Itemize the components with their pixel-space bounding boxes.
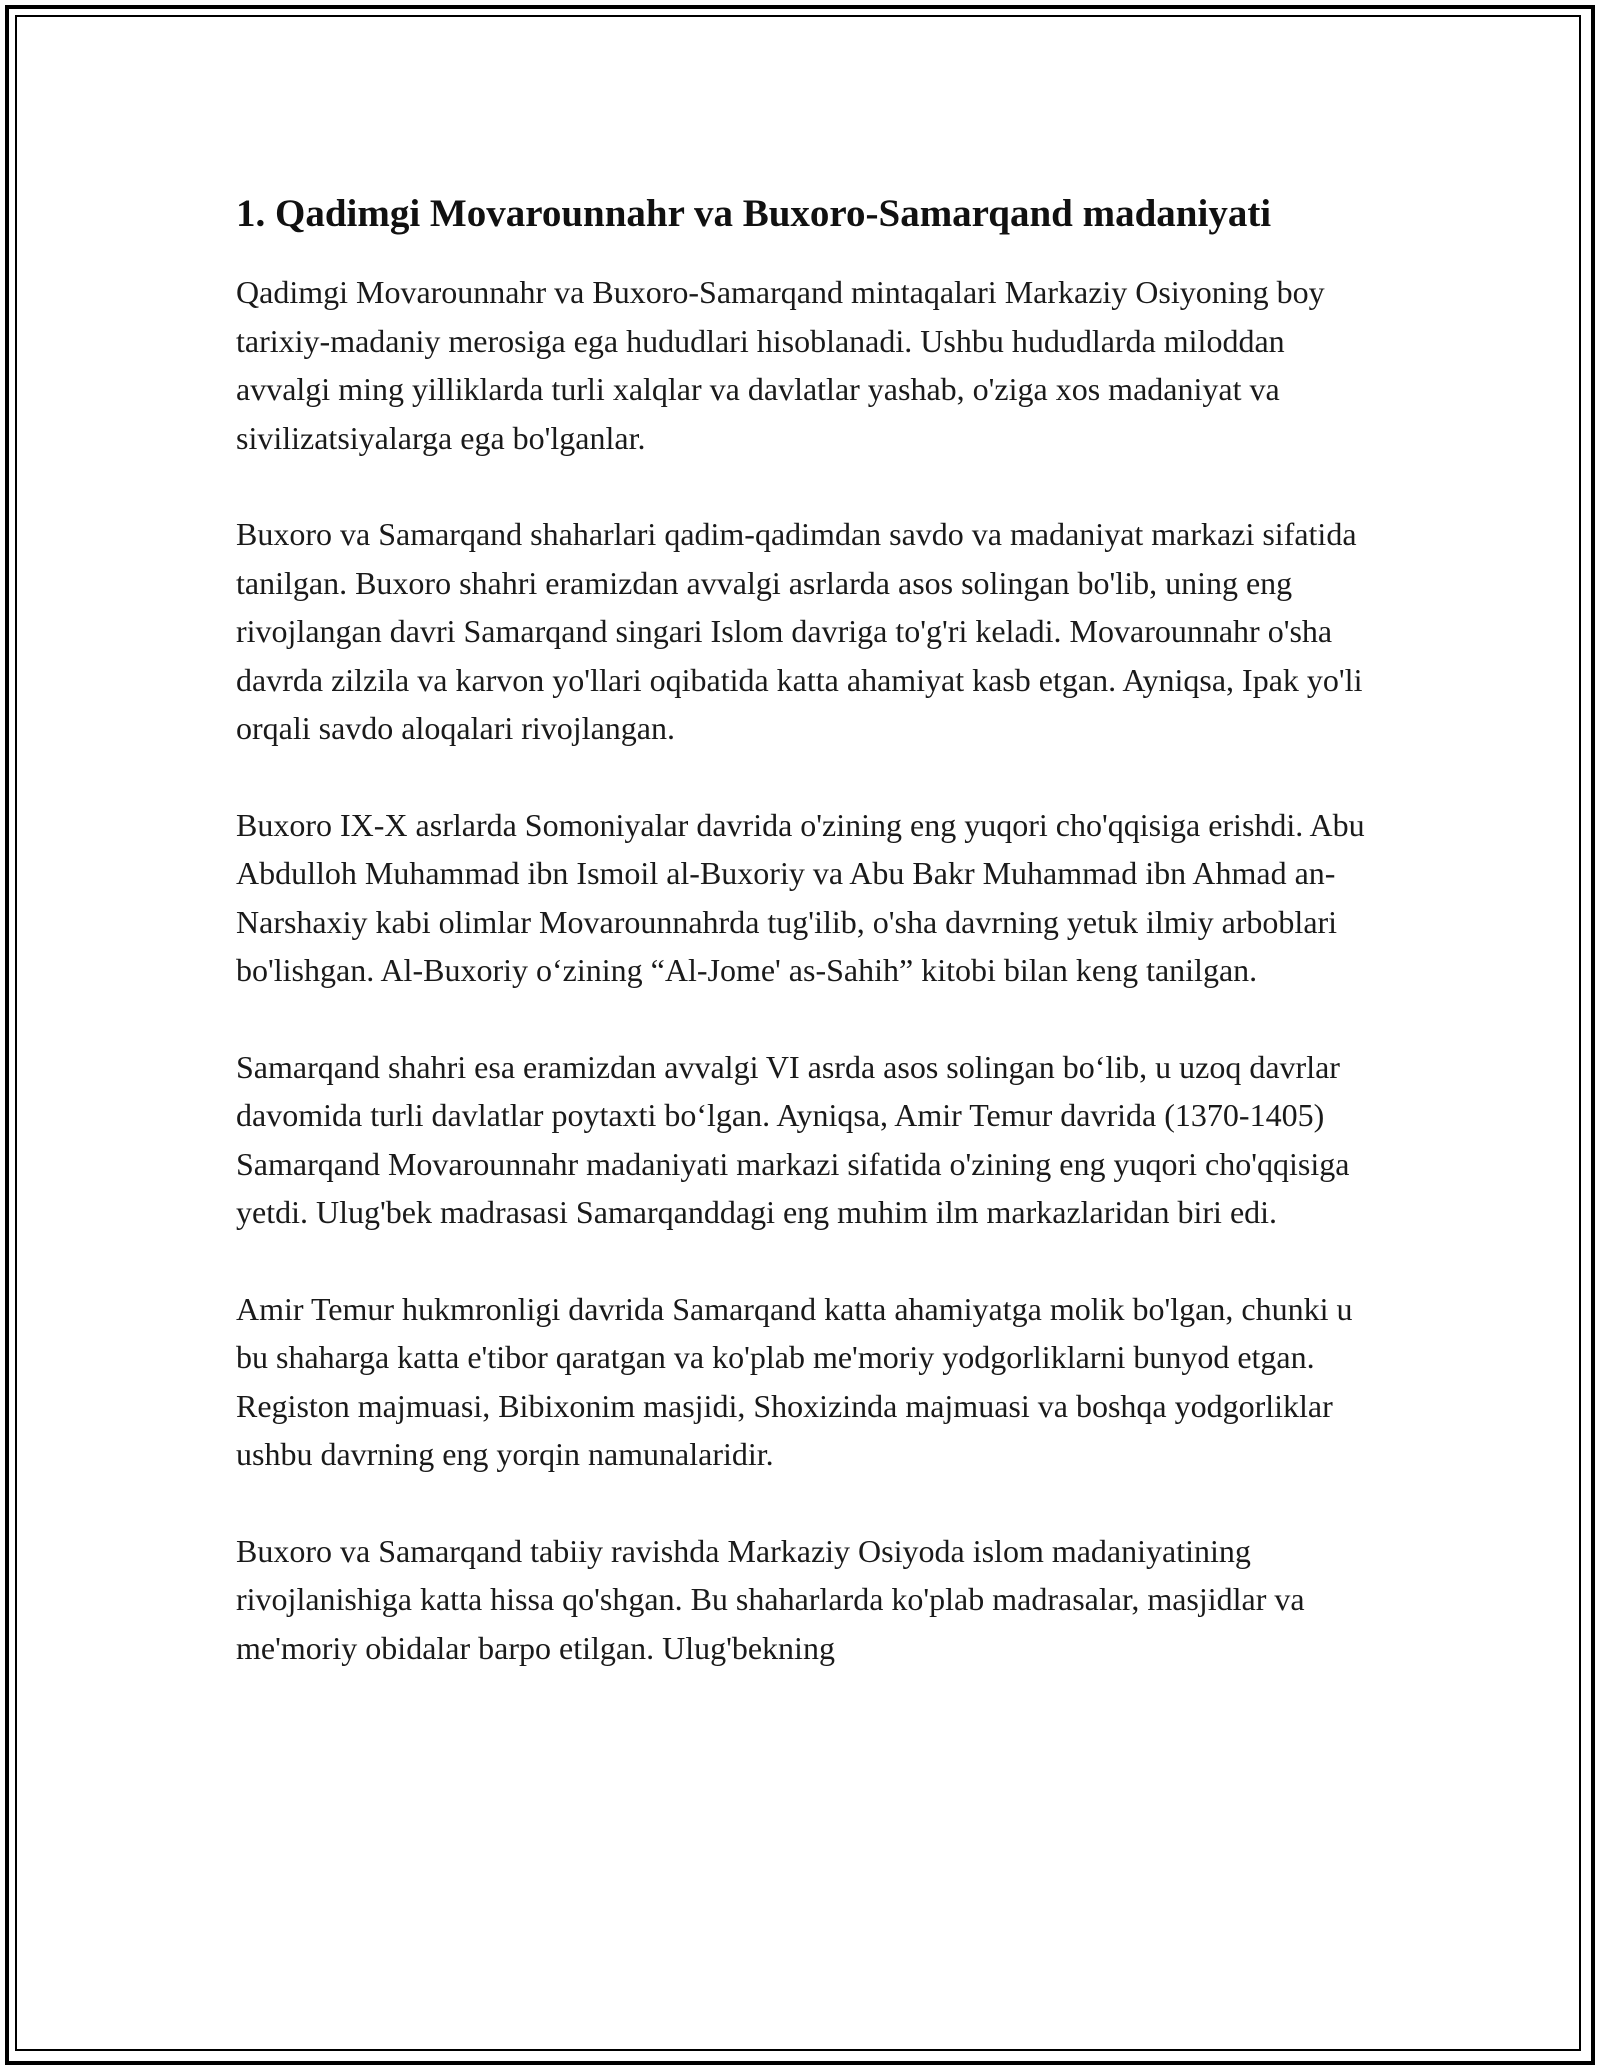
section-heading: 1. Qadimgi Movarounnahr va Buxoro-Samarqand madaniyati	[236, 192, 1272, 235]
paragraph-4: Samarqand shahri esa eramizdan avvalgi VI asrda asos solingan bo‘lib, u uzoq davrlar davomida turli davlatlar poytaxti bo‘lgan. Ayniqsa, Amir Temur davrida (1370-1405) Samarqand Movarounnahr madaniyati markazi sifatida o'zining eng yuqori cho'qqisiga yetdi. Ulug'bek madrasasi Samarqanddagi eng muhim ilm markazlaridan biri edi.	[236, 1048, 1350, 1230]
paragraph-2: Buxoro va Samarqand shaharlari qadim-qadimdan savdo va madaniyat markazi sifatida tanilgan. Buxoro shahri eramizdan avvalgi asrlarda asos solingan bo'lib, uning eng rivojlangan davri Samarqand singari Islom davriga to'g'ri keladi. Movarounnahr o'sha davrda zilzila va karvon yo'llari oqibatida katta ahamiyat kasb etgan. Ayniqsa, Ipak yo'li orqali savdo aloqalari rivojlangan.	[236, 516, 1363, 746]
paragraph-6: Buxoro va Samarqand tabiiy ravishda Markaziy Osiyoda islom madaniyatining rivojlanishiga katta hissa qo'shgan. Bu shaharlarda ko'plab madrasalar, masjidlar va me'moriy obidalar barpo etilgan. Ulug'bekning	[236, 1532, 1305, 1666]
paragraph-3: Buxoro IX-X asrlarda Somoniyalar davrida o'zining eng yuqori cho'qqisiga erishdi. Abu Abdulloh Muhammad ibn Ismoil al-Buxoriy va Abu Bakr Muhammad ibn Ahmad an-Narshaxiy kabi olimlar Movarounnahrda tug'ilib, o'sha davrning yetuk ilmiy arboblari bo'lishgan. Al-Buxoriy o‘zining “Al-Jome' as-Sahih” kitobi bilan keng tanilgan.	[236, 806, 1365, 988]
paragraph-5: Amir Temur hukmronligi davrida Samarqand katta ahamiyatga molik bo'lgan, chunki u bu shaharga katta e'tibor qaratgan va ko'plab me'moriy yodgorliklarni bunyod etgan. Registon majmuasi, Bibixonim masjidi, Shoxizinda majmuasi va boshqa yodgorliklar ushbu davrning eng yorqin namunalaridir.	[236, 1290, 1353, 1472]
paragraph-1: Qadimgi Movarounnahr va Buxoro-Samarqand mintaqalari Markaziy Osiyoning boy tarixiy-madaniy merosiga ega hududlari hisoblanadi. Ushbu hududlarda miloddan avvalgi ming yilliklarda turli xalqlar va davlatlar yashab, o'ziga xos madaniyat va sivilizatsiyalarga ega bo'lganlar.	[236, 274, 1325, 456]
document-body	[236, 186, 1366, 1672]
